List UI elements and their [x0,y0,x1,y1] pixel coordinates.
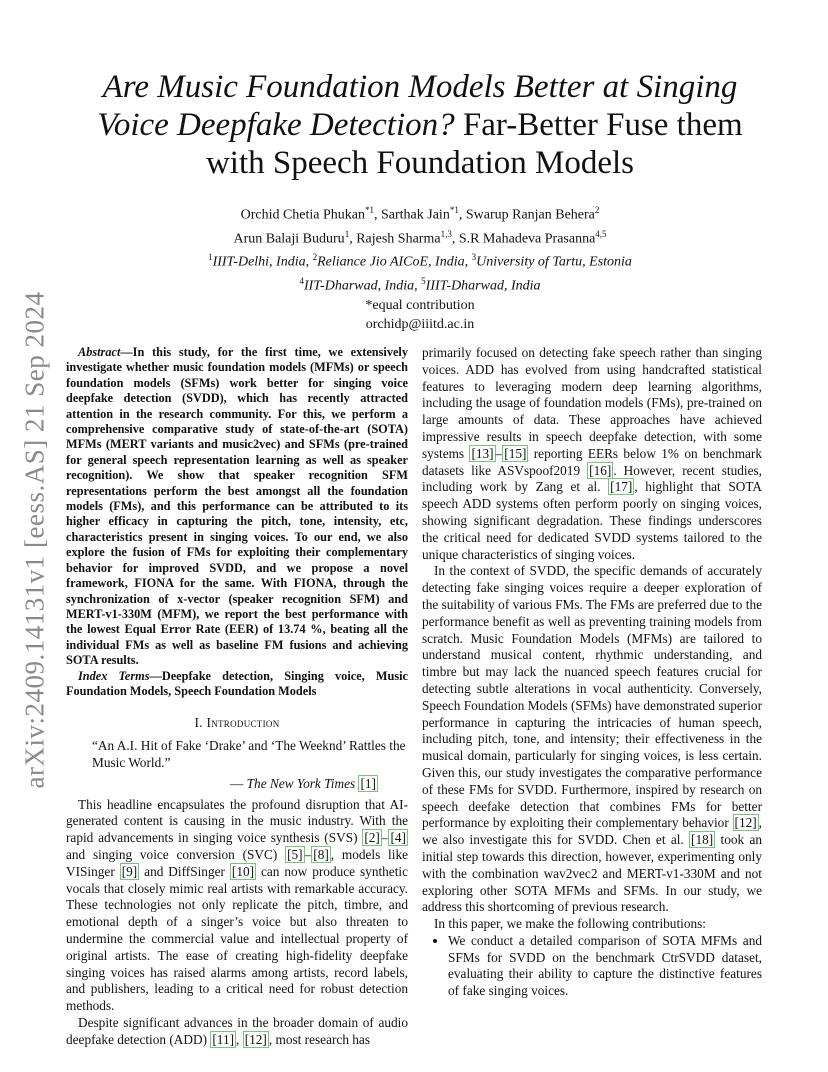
equal-contribution-note: *equal contribution [365,297,475,313]
index-terms [66,669,408,700]
citation-link[interactable]: [18] [691,832,714,848]
author-affiliation-marker: *1 [365,205,374,215]
affiliation-name: IIIT-Dharwad, India [425,278,541,294]
title-rest: Far-Better Fuse them with Speech Foundation Models [205,107,743,181]
index-terms-text: —Deepfake detection, Singing voice, Music Foundation Models, Speech Foundation Models [66,668,408,698]
author-affiliation-marker: 2 [594,205,600,215]
citation-link[interactable]: [16] [589,462,612,478]
intro-paragraph-5: In this paper, we make the following contributions: [434,916,706,932]
affiliation-marker: 5 [421,275,426,286]
citation-link[interactable]: [10] [231,863,255,879]
affiliation-name: Reliance Jio AICoE, India, [317,254,472,270]
paper-title [70,68,770,182]
citation-link[interactable]: [5] [287,846,303,862]
abstract [66,345,408,669]
citation-link[interactable]: [9] [121,863,138,879]
epigraph-source: The New York Times [246,775,356,791]
author-line-1: Orchid Chetia Phukan$^{*1}$, Sarthak Jain$^{*1}$, Swarup Ranjan Behera$^2$ [240,205,600,223]
title-italic: Are Music Foundation Models Better at Singing Voice Deepfake Detection? [97,69,738,143]
intro-paragraph-2: Despite significant advances in the broader domain of audio deepfake detection (ADD) [11] , [12] , most research has [66,1014,408,1047]
author-affiliation-marker: 1 [344,228,350,239]
author-line-2: Arun Balaji Buduru$^1$, Rajesh Sharma$^{1,3}$, S.R Mahadeva Prasanna$^{4,5}$ [233,228,607,247]
abstract-label: Abstract [78,345,121,359]
citation-link[interactable]: [13] [471,445,494,461]
intro-paragraph-3: primarily focused on detecting fake speech rather than singing voices. ADD has evolved from using handcrafted statistical features to leveraging modern deep learning algorithms, including the usage of foundation models (FMs), pre-trained on large amounts of data. These approaches have achieved impressive results in speech deepfake detection, with some systems [13] – [15] reporting EERs below 1% on benchmark datasets like ASVspoof2019 [16] . However, recent studies, including work by Zang et al. [17] , highlight that SOTA speech ADD systems often perform poorly on singing voices, showing significant degradation. These findings underscores the critical need for dedicated SVDD systems tailored to the unique characteristics of singing voices. [422,345,763,562]
author-name: Orchid Chetia Phukan [240,207,365,223]
arxiv-identifier: arXiv:2409.14131v1 [eess.AS] 21 Sep 2024 [19,291,50,789]
affiliation-line-1 [120,248,720,272]
contribution-list [422,933,762,1000]
citation-link[interactable]: [12] [734,815,757,831]
epigraph-dash: — [230,775,247,791]
abstract-text: —In this study, for the first time, we extensively investigate whether music foundation models (MFMs) or speech foundation models (SFMs) work better for singing voice deepfake detection (SVDD), which has recently attracted attention in the research community. For this, we perform a comprehensive comparative study of state-of-the-art (SOTA) MFMs (MERT variants and music2vec) and SFMs (pre-trained for general speech representation learning as well as speaker recognition). We show that speaker recognition SFM representations perform the best amongst all the foundation models (FMs), and this performance can be attributed to its higher efficacy in capturing the pitch, tone, intensity, etc, characteristics present in singing voices. To our end, we also explore the fusion of FMs for exploiting their complementary behavior for improved SVDD, and we propose a novel framework, FIONA for the same. With FIONA, through the synchronization of x-vector (speaker recognition SFM) and MERT-v1-330M (MFM), we report the best performance with the lowest Equal Error Rate (EER) of 13.74 %, beating all the individual FMs as well as baseline FM fusions and achieving SOTA results. [66,345,408,668]
affiliation-marker: 4 [299,275,304,286]
citation-link[interactable]: [2] [364,830,380,846]
epigraph-quote: “An A.I. Hit of Fake ‘Drake’ and ‘The Weeknd’ Rattles the Music World.” [92,738,406,770]
citation-link[interactable]: [1] [360,775,376,791]
section-heading-introduction: I. Introduction [194,715,280,731]
affiliation-marker: 1 [208,252,213,263]
affiliation-name: IIIT-Delhi, India, [212,254,313,270]
arxiv-sidebar [10,260,60,820]
citation-link[interactable]: [12] [244,1031,267,1047]
affiliation-line-2 [120,272,720,296]
citation-link[interactable]: [4] [390,830,406,846]
author-name: Sarthak Jain [381,207,450,223]
citation-link[interactable]: [11] [212,1031,235,1047]
contribution-item: • We conduct a detailed comparison of SOTA MFMs and SFMs for SVDD on the benchmark CtrSVDD dataset, evaluating their ability to capture the distinctive features of fake singing voices. [448,933,762,1000]
author-name: S.R Mahadeva Prasanna [458,231,596,247]
author-name: Rajesh Sharma [356,231,441,247]
author-affiliation-marker: *1 [449,205,459,215]
left-column [66,345,408,1048]
right-column [422,345,762,1000]
author-email: orchidp@iiitd.ac.in [365,316,475,332]
author-block [120,201,720,334]
index-terms-label: Index Terms [78,668,150,683]
affiliation-name: IIT-Dharwad, India, [303,278,422,294]
citation-link[interactable]: [15] [504,445,527,461]
intro-paragraph-1: This headline encapsulates the profound disruption that AI-generated content is causing in the music industry. With the rapid advancements in singing voice synthesis (SVS) [2] – [4] and singing voice conversion (SVC) [5] – [8] , models like VISinger [9] and DiffSinger [10] can now produce synthetic vocals that closely mimic real artists with remarkable accuracy. These technologies not only replicate the pitch, timbre, and emotional depth of a singer’s voice but also threaten to undermine the commercial value and intellectual property of original artists. The ease of creating high-fidelity deepfake singing voices has raised alarms among artists, record labels, and publishers, leading to a critical need for robust detection methods. [66,796,409,1014]
author-affiliation-marker: 4,5 [595,228,607,239]
affiliation-marker: 3 [471,252,477,263]
author-name: Arun Balaji Buduru [233,231,345,247]
author-name: Swarup Ranjan Behera [465,207,595,223]
citation-link[interactable]: [8] [313,846,329,862]
author-affiliation-marker: 1,3 [440,228,452,239]
affiliation-name: University of Tartu, Estonia [476,254,632,270]
intro-paragraph-4: In the context of SVDD, the specific demands of accurately detecting fake singing voices require a deeper exploration of the suitability of various FMs. The FMs are preferred due to the performance benefit as well as preventing training models from scratch. Music Foundation Models (MFMs) are tailored to understand musical content, rhythmic understanding, and timbre but may lack the nuanced speech features crucial for detecting subtle alterations in vocal authenticity. Conversely, Speech Foundation Models (SFMs) have demonstrated superior performance in capturing the intricacies of human speech, including pitch, tone, and intensity; their effectiveness in the musical domain, particularly for singing voices, is less certain. Given this, our study investigates the comparative performance of these FMs for SVDD. Furthermore, inspired by research on speech deefake detection that combines FMs for better performance by exploiting their complementary behavior [12] , we also investigate this for SVDD. Chen et al. [18] took an initial step towards this direction, however, experimenting only with the combination wav2vec2 and MERT-v1-330M and not exploring other SOTA MFMs and SFMs. In our study, we address this shortcoming of previous research. [422,563,762,915]
affiliation-marker: 2 [312,252,318,263]
citation-link[interactable]: [17] [610,479,633,495]
epigraph-attribution [66,776,378,793]
